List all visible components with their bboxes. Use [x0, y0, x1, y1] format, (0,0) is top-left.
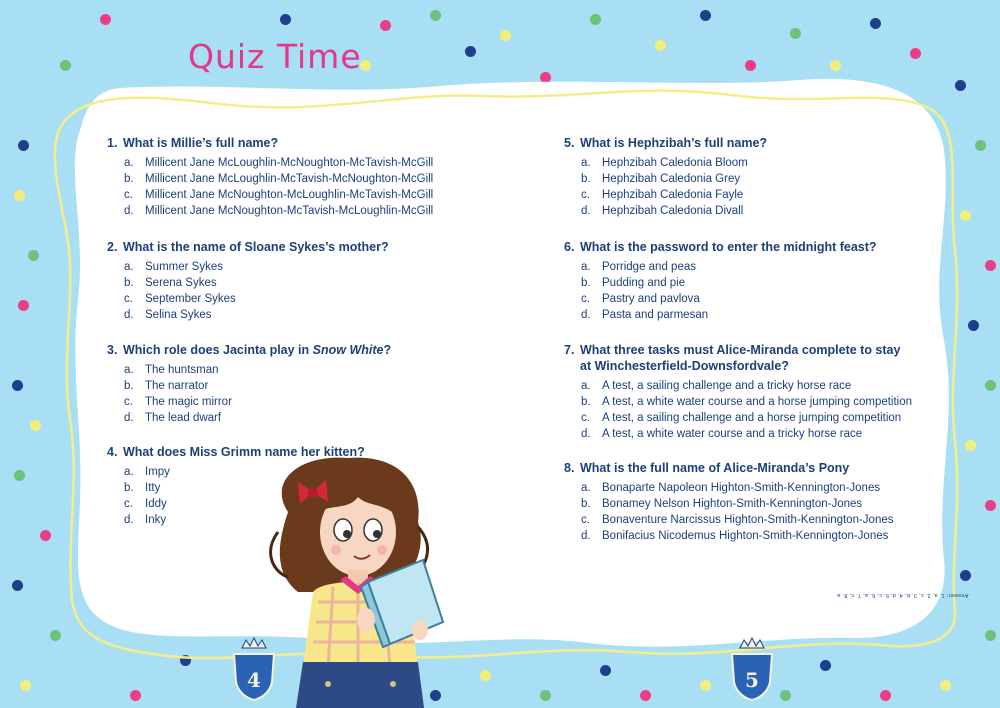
question-text: 5. What is Hephzibah’s full name?	[564, 136, 768, 150]
option-d: d. The lead dwarf	[124, 412, 222, 424]
option-d: d. Bonifacius Nicodemus Highton-Smith-Kennington-Jones	[581, 530, 889, 542]
option-b: b. Millicent Jane McLoughlin-McTavish-McNoughton-McGill	[124, 173, 434, 185]
options-list	[564, 480, 984, 544]
option-d: d. Hephzibah Caledonia Divall	[581, 205, 744, 217]
options-list	[107, 362, 527, 426]
option-d: d. Millicent Jane McNoughton-McTavish-McLoughlin-McGill	[124, 205, 434, 217]
option-a: a. Summer Sykes	[124, 261, 223, 273]
page-number-left: 4	[247, 668, 261, 692]
option-b: b. Serena Sykes	[124, 277, 217, 289]
question-5	[564, 135, 984, 219]
question-text: 2. What is the name of Sloane Sykes’s mother?	[107, 240, 389, 254]
option-a: a. A test, a sailing challenge and a tricky horse race	[581, 380, 852, 392]
option-a: a. The huntsman	[124, 364, 219, 376]
question-text: 3. Which role does Jacinta play in Snow White?	[107, 343, 392, 357]
option-b: b. The narrator	[124, 380, 209, 392]
option-a: a. Hephzibah Caledonia Bloom	[581, 157, 748, 169]
option-c: c. The magic mirror	[124, 396, 232, 408]
option-c: c. Millicent Jane McNoughton-McLoughlin-McTavish-McGill	[124, 189, 434, 201]
options-list	[564, 378, 984, 442]
option-c: c. A test, a sailing challenge and a horse jumping competition	[581, 412, 902, 424]
option-b: b. A test, a white water course and a horse jumping competition	[581, 396, 913, 408]
option-b: b. Bonamey Nelson Highton-Smith-Kennington-Jones	[581, 498, 863, 510]
question-6	[564, 239, 984, 323]
options-list	[107, 155, 527, 219]
option-d: d. Selina Sykes	[124, 309, 212, 321]
page-number-right: 5	[745, 668, 759, 692]
upside-down-answers: Answer: 1. a, 2. c, 3. b, 4. d, 5. c, 6. a, 7. c, 8. a	[837, 592, 969, 598]
option-a: a. Bonaparte Napoleon Highton-Smith-Kennington-Jones	[581, 482, 881, 494]
options-list	[564, 155, 984, 219]
question-text: 8. What is the full name of Alice-Miranda’s Pony	[564, 461, 850, 475]
option-d: d. Inky	[124, 514, 167, 526]
question-1	[107, 135, 527, 219]
option-b: b. Hephzibah Caledonia Grey	[581, 173, 741, 185]
question-text: 4. What does Miss Grimm name her kitten?	[107, 445, 365, 459]
question-text: 1. What is Millie’s full name?	[107, 136, 279, 150]
option-c: c. Iddy	[124, 498, 167, 510]
option-a: a. Millicent Jane McLoughlin-McNoughton-McTavish-McGill	[124, 157, 434, 169]
page-crest-left	[224, 636, 284, 702]
girl-reading-illustration	[258, 452, 458, 708]
option-b: b. Itty	[124, 482, 161, 494]
options-list	[564, 259, 984, 323]
option-c: c. September Sykes	[124, 293, 236, 305]
option-a: a. Impy	[124, 466, 170, 478]
option-c: c. Hephzibah Caledonia Fayle	[581, 189, 744, 201]
question-text: 6. What is the password to enter the midnight feast?	[564, 240, 877, 254]
question-7	[564, 342, 984, 442]
options-list	[107, 259, 527, 323]
question-2	[107, 239, 527, 323]
page-title: Quiz Time	[188, 37, 362, 76]
option-d: d. A test, a white water course and a tricky horse race	[581, 428, 863, 440]
question-text: 7. What three tasks must Alice-Miranda complete to stay at Winchesterfield-Downsfordvale?	[564, 343, 901, 373]
page-crest-right	[722, 636, 782, 702]
option-d: d. Pasta and parmesan	[581, 309, 709, 321]
question-3	[107, 342, 527, 426]
option-c: c. Bonaventure Narcissus Highton-Smith-Kennington-Jones	[581, 514, 894, 526]
question-8	[564, 460, 984, 544]
option-c: c. Pastry and pavlova	[581, 293, 700, 305]
option-b: b. Pudding and pie	[581, 277, 686, 289]
option-a: a. Porridge and peas	[581, 261, 696, 273]
